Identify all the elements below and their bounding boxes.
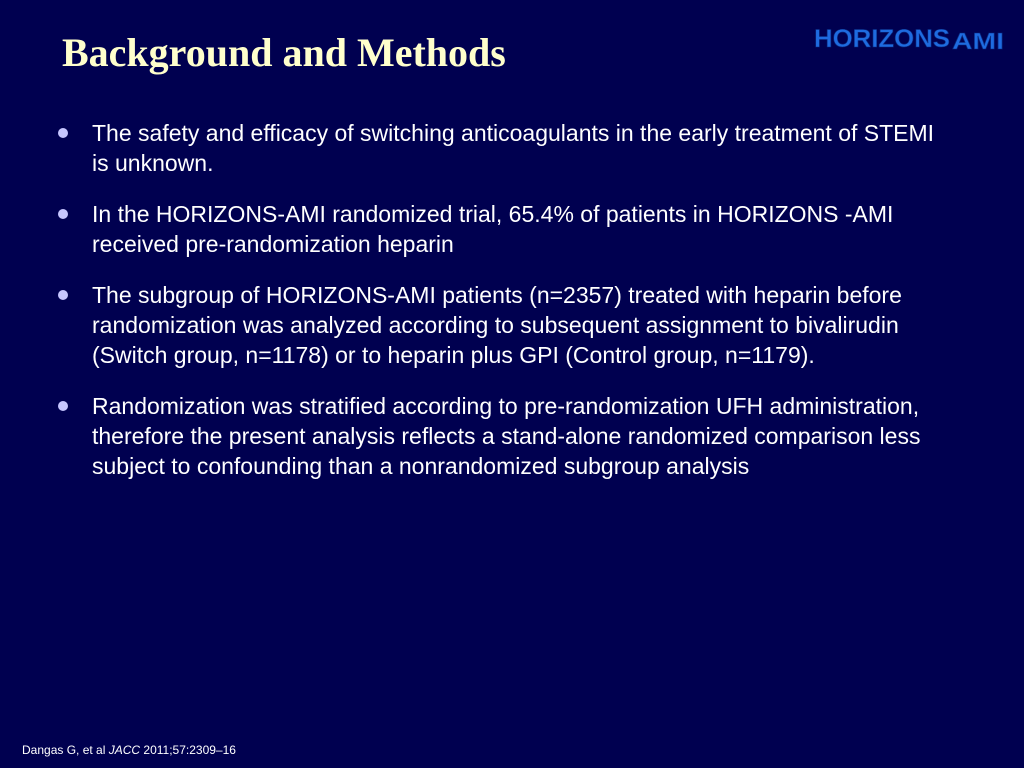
bullet-dot bbox=[58, 401, 68, 411]
logo-text-horizons: HORIZONS bbox=[814, 25, 950, 52]
bullet-item bbox=[56, 199, 956, 259]
bullet-text: The subgroup of HORIZONS-AMI patients (n=2357) treated with heparin before randomization was analyzed according to subsequent assignment to bivalirudin (Switch group, n=1178) or to heparin plus GPI (Control group, n=1179). bbox=[92, 282, 902, 368]
bullet-item bbox=[56, 118, 956, 178]
bullet-text: In the HORIZONS-AMI randomized trial, 65.4% of patients in HORIZONS -AMI received pre-randomization heparin bbox=[92, 201, 894, 257]
slide-title: Background and Methods bbox=[62, 30, 506, 75]
citation-journal: JACC bbox=[108, 743, 141, 757]
horizons-ami-logo bbox=[812, 16, 1008, 52]
bullet-dot bbox=[58, 209, 68, 219]
bullet-text: Randomization was stratified according to pre-randomization UFH administration, therefore the present analysis reflects a stand-alone randomized comparison less subject to confounding than a nonrandomized subgroup analysis bbox=[92, 393, 921, 479]
logo-text-ami: AMI bbox=[952, 28, 1004, 52]
citation-reference: 2011;57:2309–16 bbox=[140, 743, 236, 757]
bullet-item bbox=[56, 280, 956, 370]
bullet-item bbox=[56, 391, 956, 481]
bullet-dot bbox=[58, 290, 68, 300]
bullet-list bbox=[56, 118, 956, 502]
citation-authors: Dangas G, et al bbox=[22, 743, 109, 757]
bullet-dot bbox=[58, 128, 68, 138]
bullet-text: The safety and efficacy of switching anticoagulants in the early treatment of STEMI is unknown. bbox=[92, 120, 935, 176]
citation bbox=[22, 742, 236, 758]
